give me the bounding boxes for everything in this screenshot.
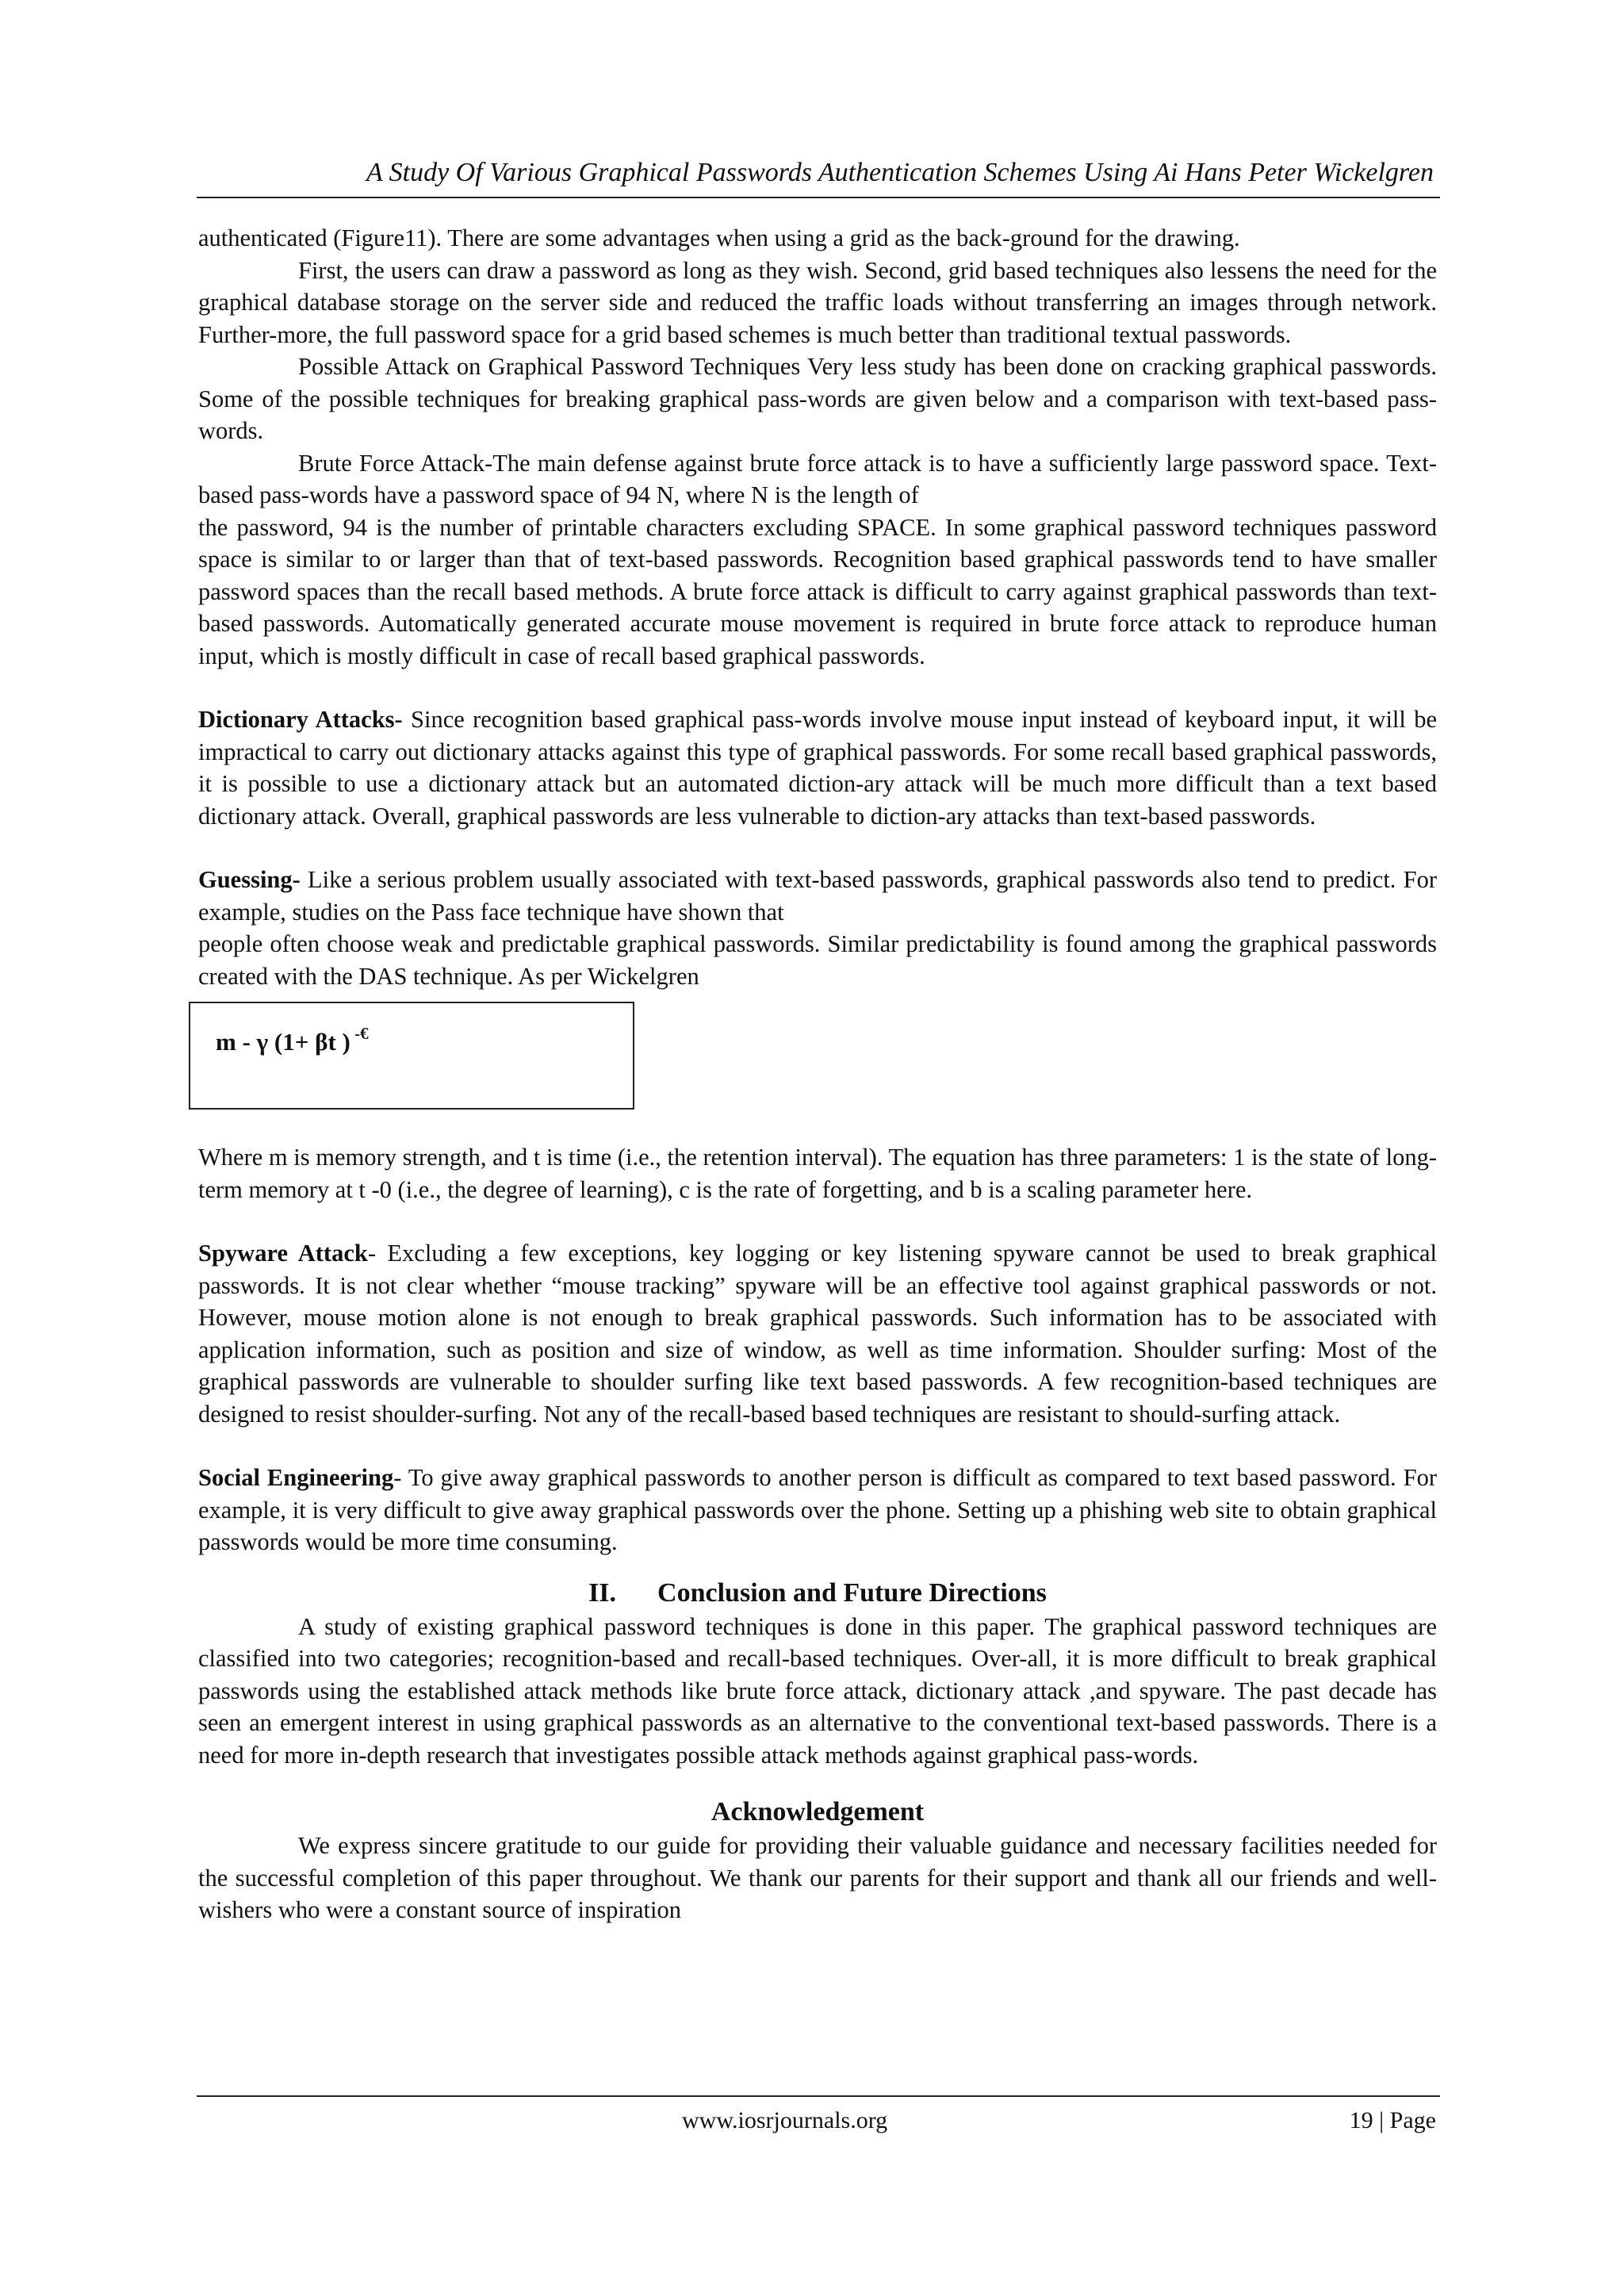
paragraph-possible-attacks: Possible Attack on Graphical Password Techniques Very less study has been done on cracking graphical passwords. Some of the possible techniques for breaking graphical pass-words are given below and a comparison with text-based pass-words.	[198, 353, 1437, 444]
paragraph-social-engineering	[198, 1462, 1437, 1558]
dictionary-attacks-text: Since recognition based graphical pass-words involve mouse input instead of keyboard input, it will be impractical to carry out dictionary attacks against this type of graphical passwords. For some recall based graphical passwords, it is possible to use a dictionary attack but an automated diction-ary attack will be much more difficult than a text based dictionary attack. Overall, graphical passwords are less vulnerable to diction-ary attacks than text-based passwords.	[198, 706, 1437, 830]
section-number: II.	[588, 1577, 617, 1608]
footer-website: www.iosrjournals.org	[682, 2107, 888, 2133]
paragraph-guessing	[198, 864, 1437, 928]
footer-rule	[197, 2095, 1440, 2097]
section-heading-conclusion	[198, 1576, 1437, 1611]
formula-exponent: -€	[350, 1024, 369, 1043]
footer-page-number: 19 | Page	[1349, 2107, 1436, 2133]
formula: m - γ (1+ βt )	[216, 1028, 350, 1056]
paragraph-dictionary-attacks	[198, 703, 1437, 832]
paragraph-brute-force: the password, 94 is the number of printable characters excluding SPACE. In some graphical password techniques password space is similar to or larger than that of text-based passwords. Recognition based graphical passwords tend to have smaller password spaces than the recall based methods. A brute force attack is difficult to carry against graphical passwords than text-based passwords. Automatically generated accurate mouse movement is required in brute force attack to reproduce human input, which is mostly difficult in case of recall based graphical passwords.	[198, 513, 1437, 669]
article-body	[198, 222, 1437, 1926]
formula-box	[189, 1002, 634, 1110]
header-rule	[197, 197, 1440, 198]
dictionary-attacks-heading: Dictionary Attacks-	[198, 706, 403, 733]
guessing-heading: Guessing-	[198, 866, 301, 893]
spyware-attack-text: - Excluding a few exceptions, key logging or key listening spyware cannot be used to break graphical passwords. It is not clear whether “mouse tracking” spyware will be an effective tool against graphical passwords or not. However, mouse motion alone is not enough to break graphical passwords. Such information has to be associated with application information, such as position and size of window, as well as time information. Shoulder surfing: Most of the graphical passwords are vulnerable to shoulder surfing like text based passwords. A few recognition-based techniques are designed to resist shoulder-surfing. Not any of the recall-based based techniques are resistant to should-surfing attack.	[198, 1240, 1437, 1428]
social-engineering-heading: Social Engineering	[198, 1464, 394, 1491]
spyware-attack-heading: Spyware Attack	[198, 1240, 368, 1267]
paragraph-grid-benefits: First, the users can draw a password as long as they wish. Second, grid based techniques also lessens the need for the graphical database storage on the server side and reduced the traffic loads without transferring an images through network. Further-more, the full password space for a grid based schemes is much better than traditional textual passwords.	[198, 256, 1437, 348]
paragraph-acknowledgement: We express sincere gratitude to our guide for providing their valuable guidance and necessary facilities needed for the successful completion of this paper throughout. We thank our parents for their support and thank all our friends and well-wishers who were a constant source of inspiration	[198, 1832, 1437, 1923]
running-header: A Study Of Various Graphical Passwords Authentication Schemes Using Ai Hans Peter Wickelgren	[366, 158, 1434, 187]
paragraph-conclusion: A study of existing graphical password techniques is done in this paper. The graphical password techniques are classified into two categories; recognition-based and recall-based techniques. Over-all, it is more difficult to break graphical passwords using the established attack methods like brute force attack, dictionary attack ,and spyware. The past decade has seen an emergent interest in using graphical passwords as an alternative to the conventional text-based passwords. There is a need for more in-depth research that investigates possible attack methods against graphical pass-words.	[198, 1612, 1437, 1769]
guessing-text: Like a serious problem usually associated with text-based passwords, graphical passwords also tend to predict. For example, studies on the Pass face technique have shown that	[198, 866, 1437, 926]
paragraph-grid-advantages: authenticated (Figure11). There are some advantages when using a grid as the back-ground for the drawing.	[198, 224, 1240, 251]
acknowledgement-heading: Acknowledgement	[710, 1797, 925, 1826]
paragraph-spyware-attack	[198, 1237, 1437, 1430]
paragraph-guessing-cont: people often choose weak and predictable graphical passwords. Similar predictability is found among the graphical passwords created with the DAS technique. As per Wickelgren	[198, 930, 1437, 990]
section-title: Conclusion and Future Directions	[657, 1577, 1047, 1608]
paragraph-formula-explanation: Where m is memory strength, and t is time (i.e., the retention interval). The equation has three parameters: 1 is the state of long- term memory at t -0 (i.e., the degree of learning), c is the rate of forgetting, and b is a scaling parameter here.	[198, 1144, 1437, 1203]
paragraph-brute-force-intro: Brute Force Attack-The main defense against brute force attack is to have a sufficiently large password space. Text-based pass-words have a password space of 94 N, where N is the length of	[198, 449, 1437, 508]
social-engineering-text: - To give away graphical passwords to another person is difficult as compared to text based password. For example, it is very difficult to give away graphical passwords over the phone. Setting up a phishing web site to obtain graphical passwords would be more time consuming.	[198, 1464, 1437, 1555]
